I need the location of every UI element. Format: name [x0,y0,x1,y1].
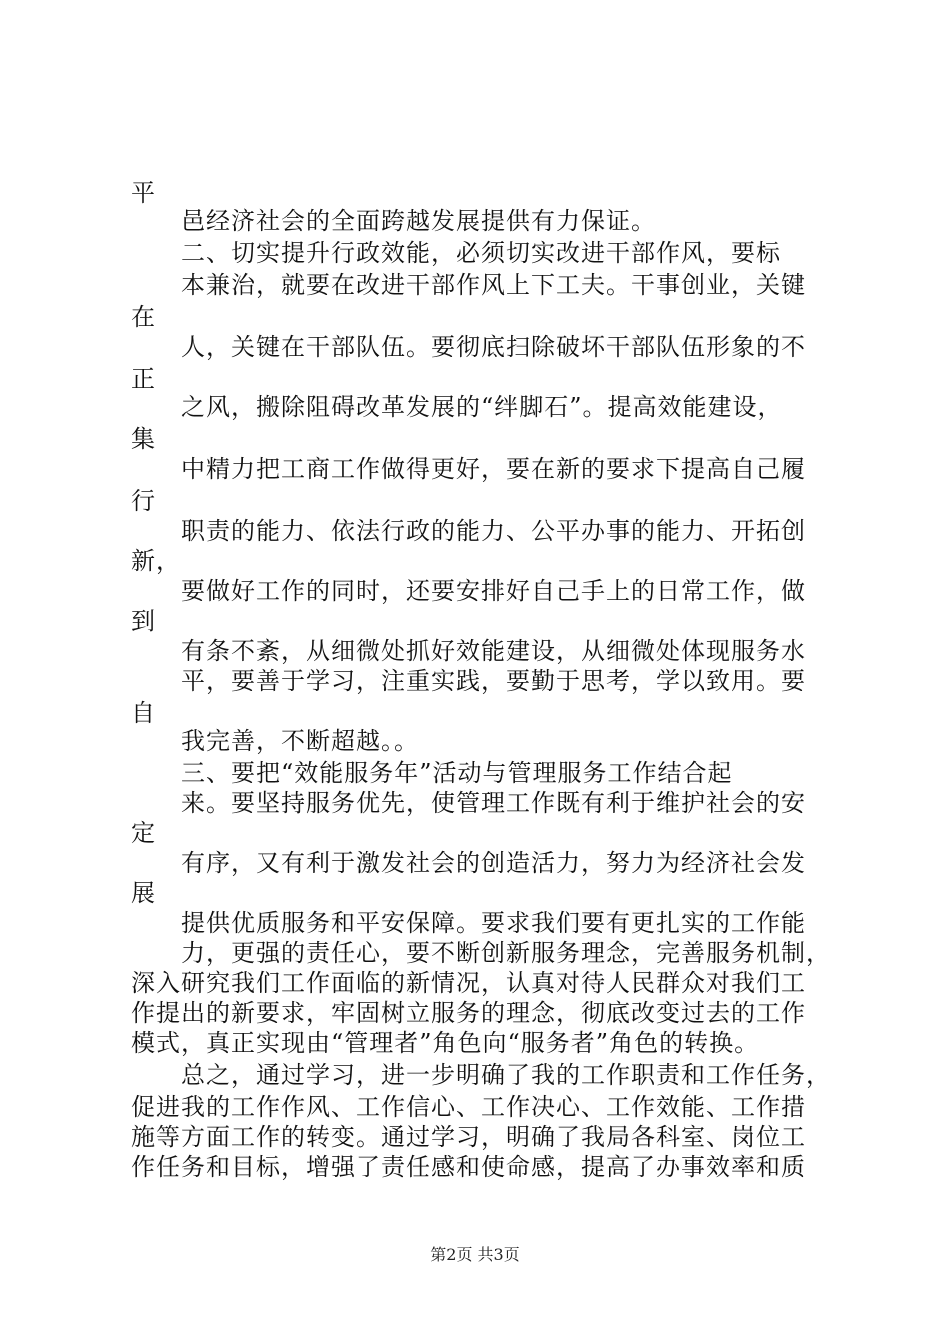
text-line-25: 提供优质服务和平安保障。要求我们要有更扎实的工作能 [181,909,806,937]
text-line-4: 本兼治，就要在改进干部作风上下工夫。干事创业，关键 [181,271,806,299]
text-line-7: 正 [131,365,156,393]
text-line-10: 中精力把工商工作做得更好，要在新的要求下提高自己履 [181,455,806,483]
text-line-24: 展 [131,879,156,907]
text-line-23: 有序，又有利于激发社会的创造活力，努力为经济社会发 [181,849,806,877]
text-line-29: 模式，真正实现由“管理者”角色向“服务者”角色的转换。 [131,1029,760,1057]
text-line-18: 自 [131,699,156,727]
page-number-footer: 第2页 共3页 [430,1245,520,1264]
text-line-16: 有条不紊，从细微处抓好效能建设，从细微处体现服务水 [181,637,806,665]
text-line-3: 二、切实提升行政效能，必须切实改进干部作风，要标 [181,239,781,267]
text-line-19: 我完善，不断超越。。 [181,727,419,755]
text-line-2: 邑经济社会的全面跨越发展提供有力保证。 [181,207,656,235]
text-line-1: 平 [131,179,156,207]
text-line-26: 力，更强的责任心，要不断创新服务理念，完善服务机制， [181,939,831,967]
text-line-9: 集 [131,425,156,453]
text-line-20: 三、要把“效能服务年”活动与管理服务工作结合起 [181,759,733,787]
text-line-28: 作提出的新要求，牢固树立服务的理念，彻底改变过去的工作 [131,999,806,1027]
text-line-5: 在 [131,303,156,331]
text-line-27: 深入研究我们工作面临的新情况，认真对待人民群众对我们工 [131,969,806,997]
text-line-32: 施等方面工作的转变。通过学习，明确了我局各科室、岗位工 [131,1123,806,1151]
text-line-12: 职责的能力、依法行政的能力、公平办事的能力、开拓创 [181,517,806,545]
text-line-13: 新， [131,547,181,575]
text-line-17: 平，要善于学习，注重实践，要勤于思考，学以致用。要 [181,667,806,695]
text-line-30: 总之，通过学习，进一步明确了我的工作职责和工作任务， [181,1061,831,1089]
text-line-21: 来。要坚持服务优先，使管理工作既有利于维护社会的安 [181,789,806,817]
text-line-22: 定 [131,819,156,847]
text-line-11: 行 [131,487,156,515]
text-line-8: 之风，搬除阻碍改革发展的“绊脚石”。提高效能建设， [181,393,783,421]
text-line-33: 作任务和目标，增强了责任感和使命感，提高了办事效率和质 [131,1153,806,1181]
text-line-14: 要做好工作的同时，还要安排好自己手上的日常工作，做 [181,577,806,605]
text-line-15: 到 [131,607,156,635]
text-line-31: 促进我的工作作风、工作信心、工作决心、工作效能、工作措 [131,1093,806,1121]
text-line-6: 人，关键在干部队伍。要彻底扫除破坏干部队伍形象的不 [181,333,806,361]
